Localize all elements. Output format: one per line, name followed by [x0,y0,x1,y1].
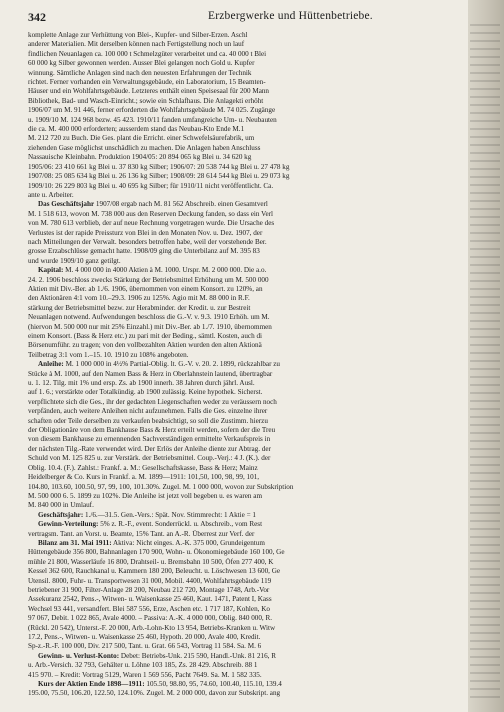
text-line: Aktien mit Div.-Ber. ab 1./6. 1906, übernommen von einem Konsort. zu 120%, an [28,284,263,293]
text-line: Börsenumführ. zu tragen; von den vollbezahlten Aktien wurden den alten Aktionä [28,341,262,350]
text-line: auf 1. 6.; verstärkte oder Totalkündig. ab 1900 zulässig. Keine hypothek. Sicherst. [28,388,263,397]
text-line: verpfänden, auch weitere Anleihen nicht aufzunehmen. Falls die Ges. einzelne ihrer [28,407,268,416]
text-line: Stücke à M. 1000, auf den Namen Bass & Herz in Oberlahnstein lautend, übertragbar [28,369,273,378]
text-line: Kessel 362 600, Rauchkanal u. Kammern 180 200, Beleucht. u. Löschwesen 13 600, Ge [28,567,281,576]
text-line: Häuser und ein Wohlfahrtsgebäude. Letzteres enthält einen Speisesaal für 200 Mann [28,87,270,96]
running-head [28,10,468,24]
text-line: vertragsm. Tant. an Vorst. u. Beamte, 15% Tant. an A.-R. Überrest zur Verf. der [28,529,255,538]
text-line: M. 500 000 6. 5. 1899 zu 102%. Die Anleihe ist jetzt voll begeben u. es waren am [28,491,263,500]
text-line: Heidelberger & Co. Kurs in Frankf. a. M. 1899—1911: 101,50, 100, 98, 99, 101, [28,473,260,482]
text-line: Verlustes ist der rapide Preissturz von Blei in den Monaten Nov. u. Dez. 1907, der [28,228,263,237]
text-line: 1909/10: 26 229 803 kg Blei u. 40 695 kg Silber; für 1910/11 nicht veröffentlicht. Ca. [28,181,274,190]
text-line: komplette Anlage zur Verhüttung von Blei-, Kupfer- und Silber-Erzen. Aschl [28,31,248,39]
text-line: den Aktionären 4:1 vom 10.–29.3. 1906 zu 125%. Agio mit M. 88 000 in R.F. [28,294,250,303]
text-line: mühle 21 800, Wasserläufe 16 800, Drahtseil- u. Bremsbahn 10 500, Öfen 277 400, K [28,557,274,566]
text-line: von diesem Bankhause zu ernennenden Sachverständigen ermittelte Verkaufspreis in [28,435,271,444]
text-line: Teilbetrag 3:1 vom 1.–15. 10. 1910 zu 108% angeboten. [28,350,189,359]
body-text [28,31,486,699]
text-line: 1906/07 um M. 91 446, ferner erforderten die Wohlfahrtsgebäude M. 74 025. Zugänge [28,106,276,115]
text-line: Bilanz am 31. Mai 1911: Aktiva: Nicht einges. A.-K. 375 000, Grundeigentum [38,538,265,547]
text-line: von M. 780 613 verblieb, der auf neue Rechnung vorgetragen wurde. Die Ursache des [28,219,275,228]
text-line: (Rückl. 20 542), Unterst.-F. 20 000, Arb.-Lohn-Kto 13 954, Betriebs-Kranken u. Witw [28,623,276,632]
text-line: Sp-z.-R.-F. 100 000, Div. 217 500, Tant. u. Grat. 66 543, Vortrag 11 584. Sa. M. 6 [28,642,262,651]
text-line: betriebener 31 900, Filter-Anlage 28 200, Neubau 212 720, Montage 1748, Arb.-Vor [28,585,270,594]
text-line: Hüttengebäude 356 800, Bahnanlagen 170 900, Wohn- u. Ökonomiegebäude 160 100, Ge [28,548,285,557]
text-line: Gewinn-Verteilung: 5% z. R.-F., event. Sonderrückl. u. Abschreib., vom Rest [38,520,263,529]
text-line: winnung. Sämtliche Anlagen sind nach den neuesten Erfahrungen der Technik [28,68,252,77]
text-line: Schuld von M. 125 825 u. zur Verstärk. der Betriebsmittel. Coup.-Verj.: 4 J. (K.). der [28,454,271,463]
text-line: und wurde 1909/10 ganz getilgt. [28,256,121,265]
text-line: 1905/06: 23 410 661 kg Blei u. 37 830 kg Silber; 1906/07: 20 538 744 kg Blei u. 27 478 kg [28,162,290,171]
text-line: 104.80, 103.60, 100.50, 97, 99, 100, 101.30%. Zugel. M. 1 000 000, wovon zur Subskription [28,482,294,491]
text-line: 17.2, Pens.-, Witwen- u. Waisenkasse 25 460, Hypoth. 20 000, Avale 400, Kredit. [28,633,261,641]
text-line: schaften oder Teile derselben zu verkaufen beabsichtigt, so soll die Zustimm. hierzu [28,416,268,425]
text-line: anderer Materialien. Mit derselben können nach Fertigstellung noch un lauf [28,40,245,49]
text-line: Anleihe: M. 1 000 000 in 4½% Partial-Oblig. lt. G.-V. v. 20. 2. 1899, rückzahlbar zu [38,360,280,369]
text-line: Bibliothek, Bad- und Wasch-Einricht.; sowie ein Schlafhaus. Die Anlagekti erhöht [28,96,264,105]
text-line: verpflichtete sich die Ges., ihr der gedachten Liegenschaften weder zu veräussern noch [28,397,277,406]
text-line: Gewinn- u. Verlust-Konto: Debet: Betriebs-Unk. 215 590, Handl.-Unk. 81 216, R [38,651,277,660]
text-line: die ca. M. 400 000 erforderten; ausserdem stand das Neubau-Kto Ende M.1 [28,125,245,134]
text-line: Wechsel 93 441, versandfert. Blei 587 556, Erze, Aschen etc. 1 717 187, Kohlen, Ko [28,604,270,613]
text-line: M. 212 720 zu Buch. Die Ges. plant die Erricht. einer Schwefelsäurefabrik, um [28,134,255,143]
text-line: der Obligationäre von dem Bankhause Bass & Herz erteilt werden, sofern der die Treu [28,426,276,435]
text-line: Das Geschäftsjahr 1907/08 ergab nach M. 81 562 Abschreib. einen Gesamtverl [38,200,268,209]
text-line: Kurs der Aktien Ende 1898—1911: 105.50, 98.80, 95, 74.60, 100.40, 115.10, 139.4 [38,680,282,689]
text-line: u. 1. 12. Tilg. mit 1% und ersp. Zs. ab 1900 innerh. 38 Jahren durch jährl. Ausl. [28,379,255,388]
text-line: 97 067, Debit. 1 022 865, Avale 4000. – Passiva: A.-K. 4 000 000, Oblig. 840 000, R. [28,614,273,623]
text-line: u. Arb.-Versich. 32 793, Gehälter u. Löhne 103 185, Zs. 28 429. Abschreib. 88 1 [28,661,258,670]
text-line: M. 840 000 in Umlauf. [28,501,94,510]
text-line: Assekuranz 2542, Pens.-, Witwen- u. Waisenkasse 25 460, Kaut. 1471, Patent I, Kass [28,595,272,604]
text-line: 195.00, 75.50, 106.20, 122.50, 124.10%. Zugel. M. 2 000 000, davon zur Subskript. ang [28,689,281,698]
text-line: der nächsten Tilg.-Rate verwendet wird. Der Erlös der Anleihe diente zur Abtrag. der [28,444,271,453]
text-line: einem Konsort. (Bass & Herz etc.) zu pari mit der Beding., sämtl. Kosten, auch di [28,332,262,340]
text-line: 60 000 kg Silber gewonnen werden. Ausser Blei gelangen noch Gold u. Kupfer [28,59,255,68]
text-line: nach Mitteilungen der Verwalt. besonders betroffen habe, weil der vorstehende Ber. [28,237,267,246]
text-line: grosse Erzabschlüsse gemacht hatte. 1908/09 ging die Unterbilanz auf M. 395 83 [28,247,260,256]
text-line: ante u. Arbeiter. [28,190,74,199]
text-line: u. 1909/10 M. 124 968 bezw. 45 423. 1910/11 fanden umfangreiche Um- u. Neubauten [28,115,277,124]
text-line: findlichen Neuanlagen ca. 100 000 t Schmelzgüter verarbeitet und ca. 40 000 t Blei [28,49,267,58]
text-line: Nassauische Kleinbahn. Produktion 1904/05: 20 894 065 kg Blei u. 34 620 kg [28,153,252,162]
text-line: richtet. Ferner vorhanden ein Verwaltungsgebäude, ein Laboratorium, 15 Beamten- [28,78,266,87]
text-line: M. 1 518 613, wovon M. 738 000 aus den Reserven Deckung fanden, so dass ein Verl [28,209,273,218]
text-line: 1907/08: 25 085 634 kg Blei u. 26 136 kg Silber; 1908/09: 28 614 544 kg Blei u. 29 073 kg [28,172,290,181]
text-line: ziehenden Gase möglichst unschädlich zu machen. Die Anlagen haben Anschluss [28,143,261,152]
text-line: Kapital: M. 4 000 000 in 4000 Aktien à M. 1000. Urspr. M. 2 000 000. Die a.o. [38,266,267,275]
text-line: 24. 2. 1906 beschloss zwecks Stärkung der Betriebsmittel Erhöhung um M. 500 000 [28,275,269,284]
page-number: 342 [28,10,46,24]
text-line: Oblig. 10.4. (F.). Zahlst.: Frankf. a. M.: Gesellschaftskasse, Bass & Herz; Mainz [28,463,258,472]
text-line: 415 970. – Kredit: Vortrag 5129, Waren 1 569 556, Pacht 7649. Sa. M. 1 582 335. [28,670,262,679]
text-line: (hiervon M. 500 000 nur mit 25% Einzahl.) mit Div.-Ber. ab 1./7. 1910, übernommen [28,322,272,331]
text-line: Neuanlagen notwend. Aufwendungen beschloss die G.-V. v. 9.3. 1910 Erhöh. um M. [28,313,270,322]
text-line: Utensil. 8000, Fuhr- u. Transportwesen 31 000, Mobil. 4400, Wohlfahrtsgebäude 119 [28,576,272,585]
text-line: Geschäftsjahr: 1./6.—31.5. Gen.-Vers.: Spät. Nov. Stimmrecht: 1 Aktie = 1 [38,510,256,519]
text-line: stärkung der Betriebsmittel bezw. zur Herabminder. der Kredit. u. zur Bestreit [28,303,251,312]
running-title: Erzbergwerke und Hüttenbetriebe. [208,10,373,22]
